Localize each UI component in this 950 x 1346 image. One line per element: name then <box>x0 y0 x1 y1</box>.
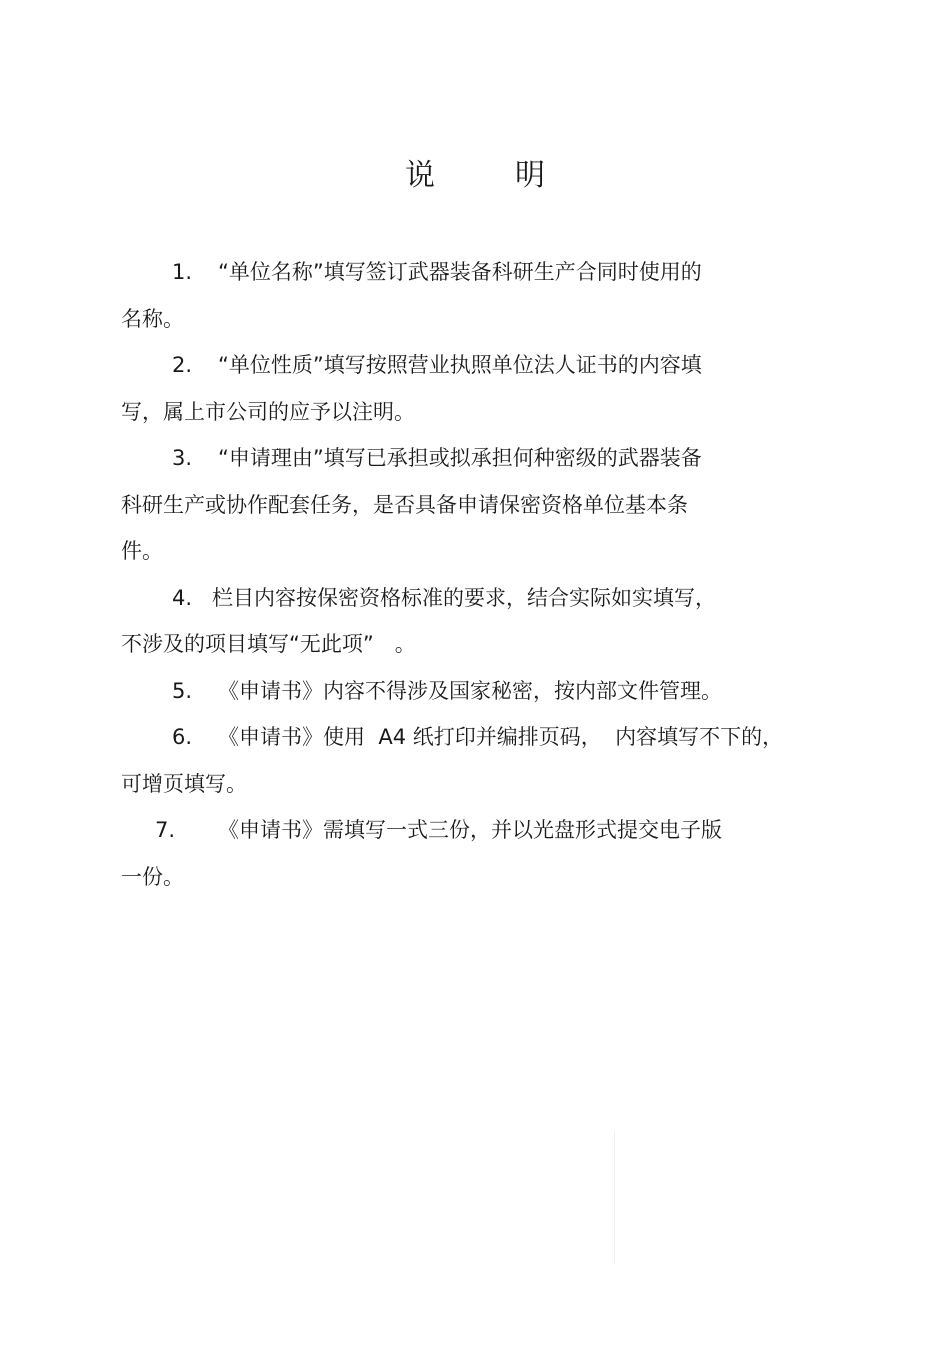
item-1-number: 1. <box>172 260 193 284</box>
item-4-number: 4. <box>172 586 193 610</box>
item-2-text-2: 写，属上市公司的应予以注明。 <box>121 400 415 424</box>
item-3-text-3: 件。 <box>121 539 163 563</box>
item-7-text-1: 《申请书》需填写一式三份，并以光盘形式提交电子版 <box>218 818 722 842</box>
item-6-line-1 <box>172 723 783 751</box>
item-2-number: 2. <box>172 353 193 377</box>
item-1-text-1: “单位名称”填写签订武器装备科研生产合同时使用的 <box>218 260 702 284</box>
item-2-line-1 <box>172 351 702 379</box>
item-1-line-1 <box>172 258 702 286</box>
item-3-text-2: 科研生产或协作配套任务，是否具备申请保密资格单位基本条 <box>121 493 688 517</box>
item-3-line-2 <box>121 491 688 519</box>
item-1-text-2: 名称。 <box>121 307 184 331</box>
item-6-text-1: 《申请书》使用 A4 纸打印并编排页码， 内容填写不下的， <box>218 725 784 749</box>
page-title-char-2: 明 <box>515 158 545 193</box>
item-2-line-2 <box>121 398 415 426</box>
item-3-number: 3. <box>172 446 193 470</box>
item-7-number: 7. <box>155 818 176 842</box>
item-7-text-2: 一份。 <box>121 865 184 889</box>
page-title <box>0 156 950 196</box>
item-4-line-2 <box>121 630 416 658</box>
item-6-line-2 <box>121 770 247 798</box>
faint-vertical-divider <box>614 1132 615 1264</box>
item-4-line-1 <box>172 584 716 612</box>
item-4-text-1: 栏目内容按保密资格标准的要求，结合实际如实填写， <box>212 586 716 610</box>
item-5-text-1: 《申请书》内容不得涉及国家秘密，按内部文件管理。 <box>218 679 722 703</box>
page-title-char-1: 说 <box>405 158 435 193</box>
item-3-line-3 <box>121 537 163 565</box>
item-3-line-1 <box>172 444 702 472</box>
item-7-line-2 <box>121 863 184 891</box>
item-5-number: 5. <box>172 679 193 703</box>
item-2-text-1: “单位性质”填写按照营业执照单位法人证书的内容填 <box>218 353 702 377</box>
item-5-line-1 <box>172 677 722 705</box>
item-1-line-2 <box>121 305 184 333</box>
item-3-text-1: “申请理由”填写已承担或拟承担何种密级的武器装备 <box>218 446 702 470</box>
item-6-number: 6. <box>172 725 193 749</box>
item-6-text-2: 可增页填写。 <box>121 772 247 796</box>
item-4-text-2: 不涉及的项目填写“无此项” 。 <box>121 632 416 656</box>
item-7-line-1 <box>155 816 722 844</box>
